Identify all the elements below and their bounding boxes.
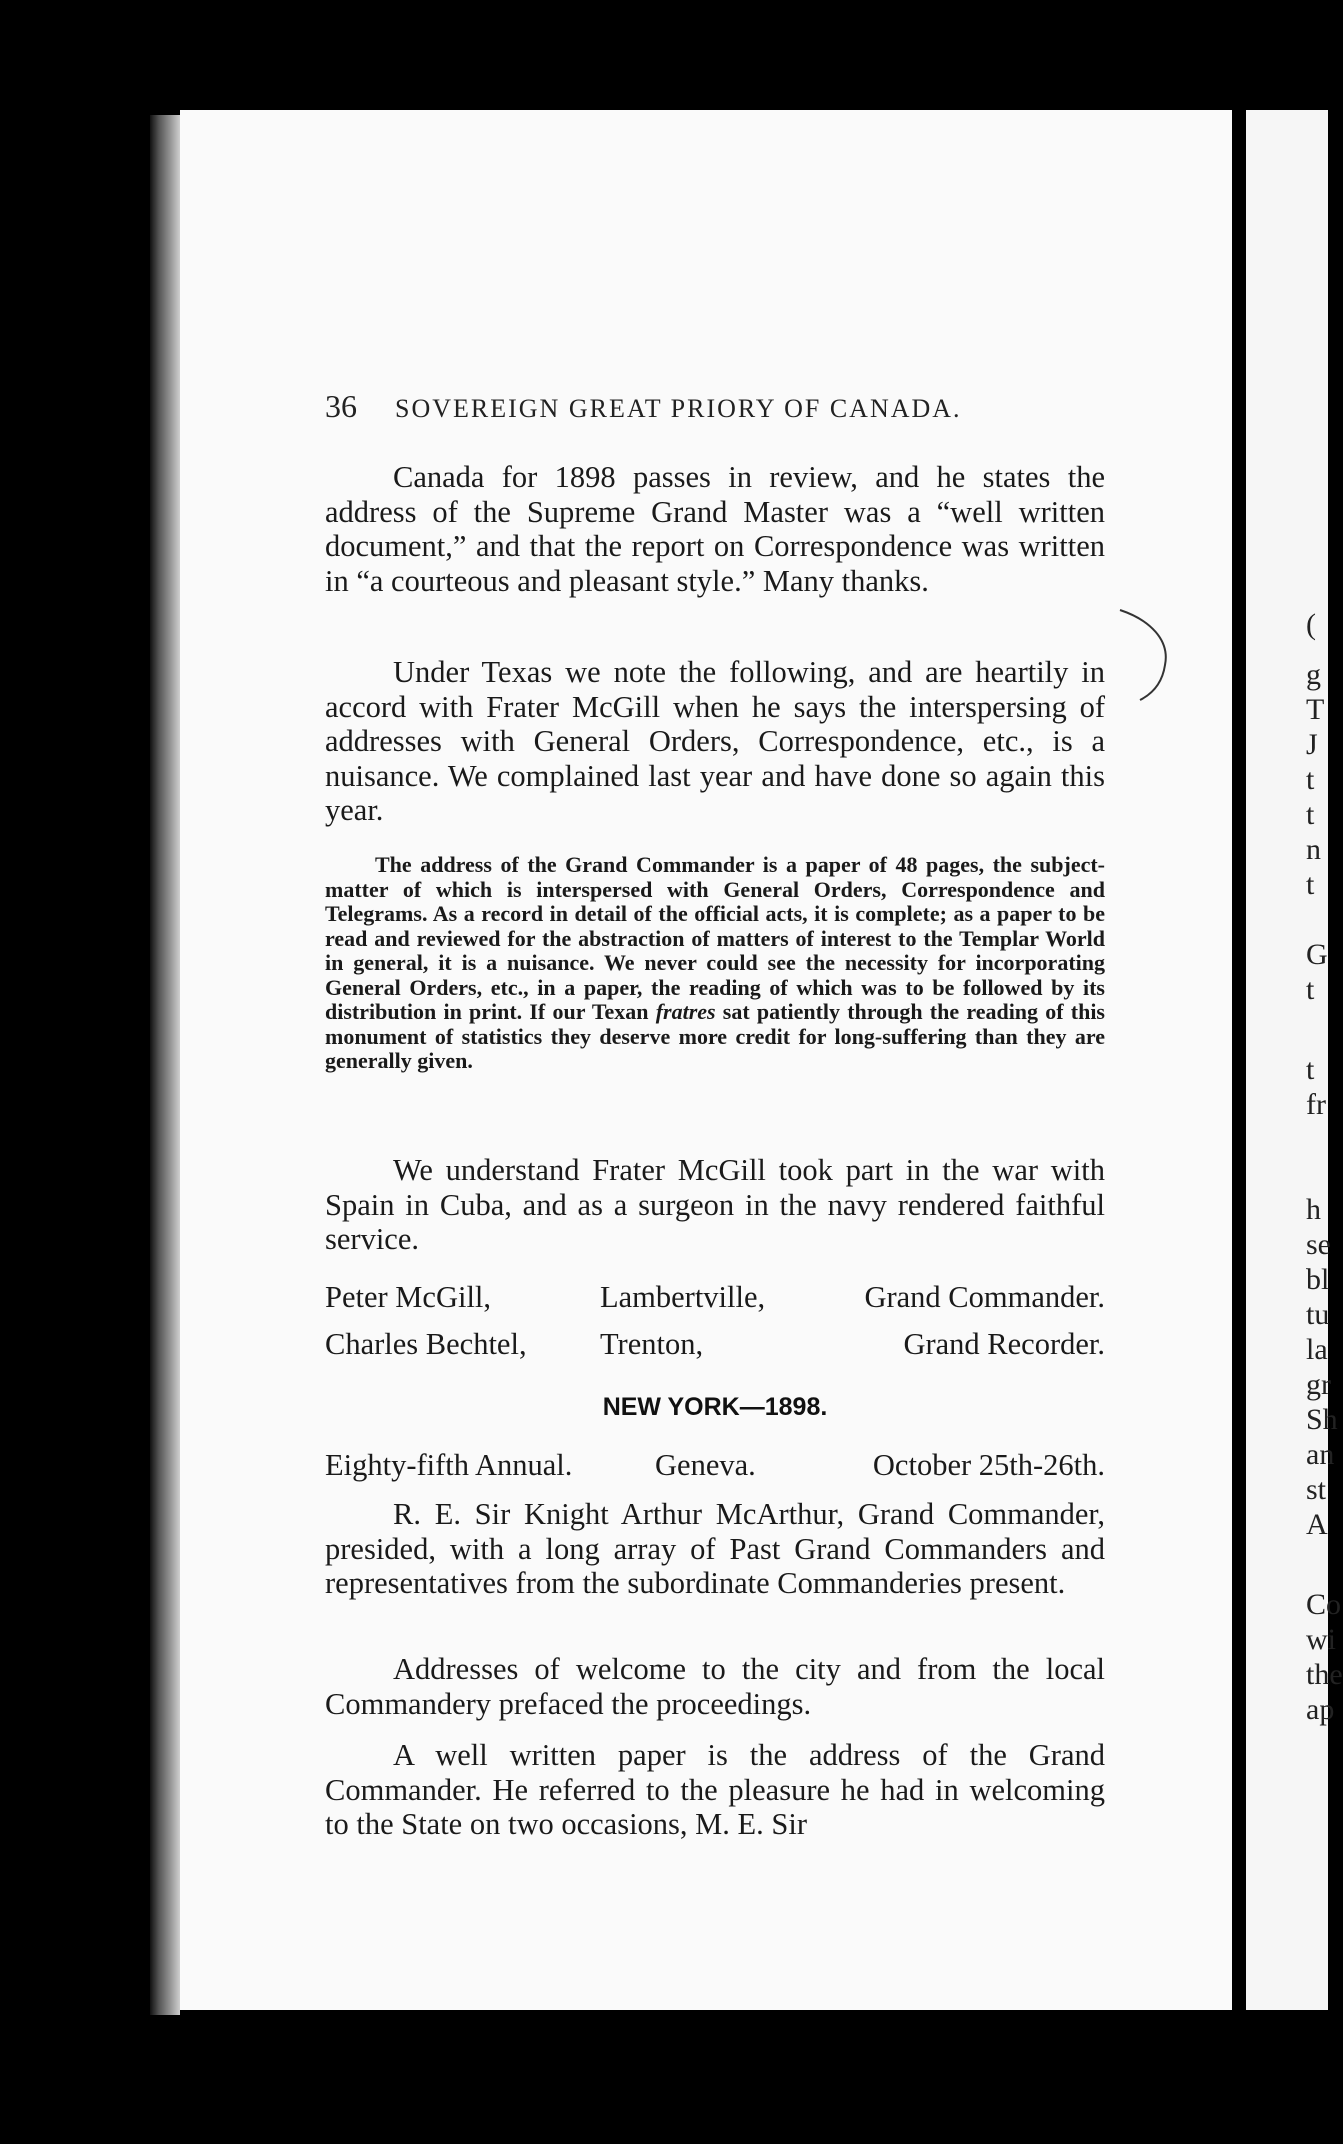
- adjacent-fragment: t: [1306, 798, 1315, 831]
- paragraph-address: [325, 1738, 1105, 1842]
- quote-text-part: sat patiently through the reading of this monument of statistics they deserve more credit for long-suffering than they are generally given.: [325, 999, 1105, 1073]
- quote-text: [325, 853, 1105, 1074]
- adjacent-fragment: J: [1306, 728, 1318, 761]
- adjacent-fragment: t: [1306, 868, 1315, 901]
- officer-place: Lambertville,: [600, 1280, 766, 1314]
- running-title: SOVEREIGN GREAT PRIORY OF CANADA.: [395, 394, 962, 423]
- paragraph-mcgill-service: [325, 1153, 1105, 1257]
- quote-text-part: The address of the Grand Commander is a paper of 48 pages, the subject-matter of which is interspersed with General Orders, Correspondence and Telegrams. As a record in detail of the official acts, it is complete; as a paper to be read and reviewed for the abstraction of matters of interest to the Templar World in general, it is a nuisance. We never could see the necessity for incorporating General Orders, etc., in a paper, the reading of which was to be followed by its distribution in print. If our Texan: [325, 852, 1105, 1024]
- adjacent-fragment: the: [1306, 1658, 1343, 1691]
- section-heading: NEW YORK—1898.: [602, 1393, 828, 1421]
- paragraph-texas-note: [325, 655, 1105, 828]
- meeting-place: Geneva.: [655, 1448, 756, 1482]
- adjacent-fragment: n: [1306, 833, 1321, 866]
- meeting-date: October 25th-26th.: [872, 1448, 1105, 1482]
- adjacent-fragment: (: [1306, 608, 1316, 641]
- block-quote: [325, 853, 1105, 1074]
- paragraph-presided: [325, 1497, 1105, 1601]
- paragraph-text: A well written paper is the address of the Grand Commander. He referred to the pleasure he had in welcoming to the State on two occasions, M. E. Sir: [325, 1738, 1105, 1841]
- paragraph-canada-review: [325, 460, 1105, 598]
- paragraph-text: Under Texas we note the following, and are heartily in accord with Frater McGill when he says the interspersing of addresses with General Orders, Correspondence, etc., is a nuisance. We complained last year and have done so again this year.: [325, 655, 1105, 827]
- officer-title: Grand Commander.: [864, 1280, 1105, 1314]
- adjacent-fragment: A: [1306, 1508, 1328, 1541]
- officer-place: Trenton,: [600, 1327, 704, 1361]
- officer-name: Peter McGill,: [325, 1280, 492, 1314]
- adjacent-fragment: t: [1306, 973, 1315, 1006]
- adjacent-fragment: G: [1306, 938, 1328, 971]
- paragraph-text: Addresses of welcome to the city and from the local Commandery prefaced the proceedings.: [325, 1652, 1105, 1721]
- officer-title: Grand Recorder.: [903, 1327, 1105, 1361]
- adjacent-fragment: wi: [1306, 1623, 1336, 1656]
- running-header: [325, 388, 1060, 425]
- adjacent-fragment: g: [1306, 658, 1321, 691]
- page-gutter: [1232, 100, 1246, 2030]
- adjacent-fragment: Co: [1306, 1588, 1342, 1621]
- paragraph-text: We understand Frater McGill took part in the war with Spain in Cuba, and as a surgeon in the navy rendered faithful service.: [325, 1153, 1105, 1256]
- adjacent-fragment: h: [1306, 1193, 1321, 1226]
- meeting-annual: Eighty-fifth Annual.: [325, 1448, 573, 1482]
- adjacent-fragment: T: [1306, 693, 1325, 726]
- adjacent-fragment: gr: [1306, 1368, 1331, 1401]
- page-number: 36: [325, 388, 357, 424]
- paragraph-text: R. E. Sir Knight Arthur McArthur, Grand Commander, presided, with a long array of Past Grand Commanders and representatives from the subordinate Commanderies present.: [325, 1497, 1105, 1600]
- adjacent-page-edge: [1246, 110, 1343, 2010]
- adjacent-fragment: Sh: [1306, 1403, 1338, 1436]
- adjacent-fragment: t: [1306, 1053, 1315, 1086]
- adjacent-fragment: tu: [1306, 1298, 1330, 1331]
- officer-name: Charles Bechtel,: [325, 1327, 527, 1361]
- quote-italic-word: fratres: [655, 999, 716, 1024]
- pencil-mark: [1120, 600, 1190, 720]
- adjacent-fragment: t: [1306, 763, 1315, 796]
- paragraph-text: Canada for 1898 passes in review, and he states the address of the Supreme Grand Master was a “well written document,” and that the report on Correspondence was written in “a courteous and pleasant style.” Many thanks.: [325, 460, 1105, 598]
- adjacent-fragment: la: [1306, 1333, 1328, 1366]
- adjacent-fragment: se: [1306, 1228, 1331, 1261]
- adjacent-fragment: an: [1306, 1438, 1335, 1471]
- adjacent-fragment: st: [1306, 1473, 1327, 1506]
- adjacent-fragment: fr: [1306, 1088, 1326, 1121]
- scan-border-left: [0, 0, 160, 2144]
- adjacent-fragment: bl: [1306, 1263, 1330, 1296]
- adjacent-fragment: ap: [1306, 1693, 1335, 1726]
- paragraph-welcome: [325, 1652, 1105, 1721]
- page-binding-shadow: [150, 115, 180, 2015]
